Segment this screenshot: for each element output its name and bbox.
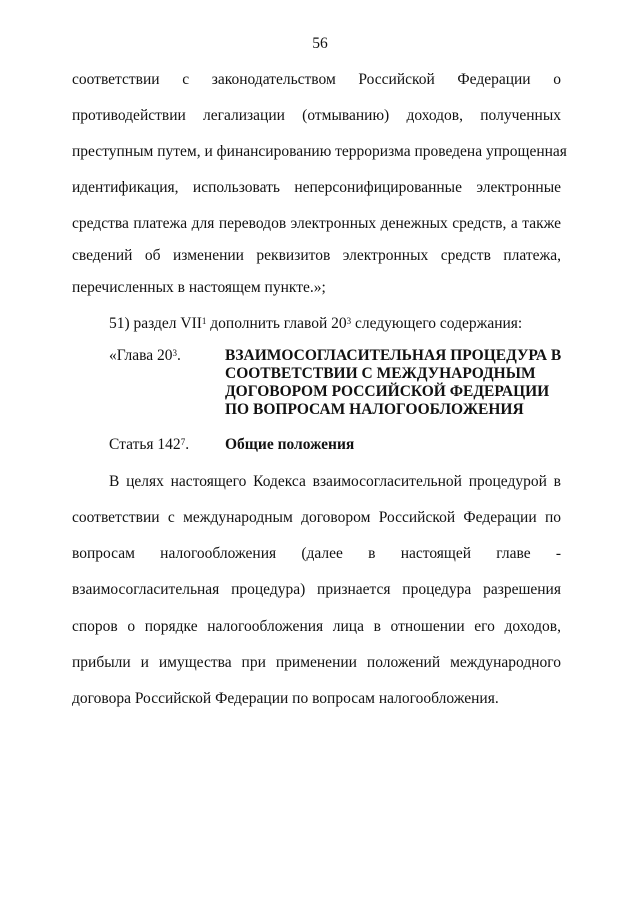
paragraph-line: соответствии с международным договором Российской Федерации по — [72, 509, 561, 526]
paragraph-line: прибыли и имущества при применении положений международного — [72, 654, 561, 671]
chapter-label-end: . — [177, 347, 181, 364]
paragraph-line: средства платежа для переводов электронных денежных средств, а также — [72, 215, 561, 232]
chapter-title — [225, 347, 565, 419]
chapter-title-line: ДОГОВОРОМ РОССИЙСКОЙ ФЕДЕРАЦИИ — [225, 383, 550, 400]
paragraph-line: соответствии с законодательством Российской Федерации о — [72, 71, 561, 88]
paragraph-line: идентификация, использовать неперсонифицированные электронные — [72, 179, 561, 196]
amendment-item-suffix: следующего содержания: — [351, 315, 523, 332]
superscript: 1 — [201, 316, 207, 326]
paragraph-line: вопросам налогообложения (далее в настоящей главе - — [72, 545, 561, 562]
article-label-text: Статья 142 — [109, 436, 181, 453]
paragraph-line: споров о порядке налогообложения лица в отношении его доходов, — [72, 618, 561, 635]
superscript: 3 — [172, 348, 178, 358]
amendment-item — [109, 314, 522, 334]
paragraph-line: противодействии легализации (отмыванию) доходов, полученных — [72, 107, 561, 124]
superscript: 7 — [180, 437, 186, 447]
chapter-title-line: ВЗАИМОСОГЛАСИТЕЛЬНАЯ ПРОЦЕДУРА В — [225, 347, 562, 364]
paragraph-line: В целях настоящего Кодекса взаимосогласительной процедурой в — [109, 473, 561, 490]
article-title: Общие положения — [225, 436, 355, 453]
paragraph-line: взаимосогласительная процедура) признается процедура разрешения — [72, 581, 561, 598]
article-label — [109, 435, 189, 455]
paragraph-line: договора Российской Федерации по вопросам налогообложения. — [72, 690, 499, 707]
amendment-item-prefix: 51) раздел VII — [109, 315, 202, 332]
page-number: 56 — [312, 35, 328, 52]
paragraph-line: сведений об изменении реквизитов электронных средств платежа, — [72, 247, 561, 264]
chapter-label-text: «Глава 20 — [109, 347, 173, 364]
article-label-end: . — [185, 436, 190, 453]
superscript: 3 — [346, 316, 352, 326]
amendment-item-middle: дополнить главой 20 — [206, 315, 347, 332]
chapter-title-line: ПО ВОПРОСАМ НАЛОГООБЛОЖЕНИЯ — [225, 401, 524, 418]
paragraph-line: перечисленных в настоящем пункте.»; — [72, 279, 326, 296]
chapter-title-line: СООТВЕТСТВИИ С МЕЖДУНАРОДНЫМ — [225, 365, 536, 382]
paragraph-line: преступным путем, и финансированию терроризма проведена упрощенная — [72, 143, 567, 160]
chapter-label — [109, 346, 181, 366]
